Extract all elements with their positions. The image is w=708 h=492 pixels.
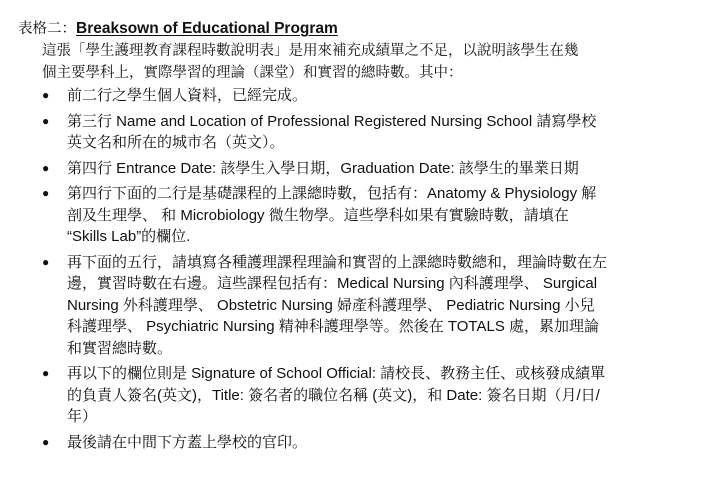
list-item-text: 邊，實習時數在右邊。這些課程包括有：Medical Nursing 內科護理學、 Surgical (67, 275, 598, 292)
list-item (18, 363, 693, 428)
list-item-text: 英文名和所在的城市名（英文）。 (67, 134, 285, 151)
list-item-text: 最後請在中間下方蓋上學校的官印。 (67, 433, 308, 451)
list-item-text: “Skills Lab”的欄位. (67, 228, 191, 245)
bullet-icon: ● (42, 254, 50, 269)
intro-paragraph (42, 40, 688, 84)
bullet-icon: ● (42, 434, 50, 449)
list-item-text: Nursing 外科護理學、 Obstetric Nursing 婦產科護理學、 Pediatric Nursing 小兒 (67, 296, 595, 314)
list-item-text: 再下面的五行，請填寫各種護理課程理論和實習的上課總時數總和，理論時數在左 (67, 253, 608, 271)
list-item-text: 再以下的欄位則是 Signature of School Official: 請校長、教務主任、或核發成績單 (67, 365, 606, 382)
section-heading (18, 18, 688, 40)
list-item-text: 年） (67, 408, 98, 425)
list-item-text: 和實習總時數。 (67, 339, 173, 357)
bullet-icon: ● (42, 366, 50, 380)
list-item-text: 的負責人簽名(英文)，Title: 簽名者的職位名稱 (英文)，和 Date: 簽名日期（月/日/ (67, 386, 600, 404)
instruction-list (18, 85, 688, 453)
list-item (18, 252, 693, 360)
list-item (18, 183, 693, 248)
list-item-text: 第四行下面的二行是基礎課程的上課總時數，包括有：Anatomy & Physiology 解 (67, 185, 597, 202)
heading-prefix: 表格二： (18, 21, 76, 37)
bullet-icon: ● (42, 113, 50, 128)
bullet-icon: ● (42, 186, 50, 200)
intro-line: 這張「學生護理教育課程時數說明表」是用來補充成績單之不足，以說明該學生在幾 (42, 43, 579, 59)
heading-title: Breaksown of Educational Program (76, 20, 338, 37)
list-item-text: 科護理學、 Psychiatric Nursing 精神科護理學等。然後在 TOTALS 處，累加理論 (67, 318, 600, 335)
list-item (18, 158, 693, 180)
list-item-text: 剖及生理學、 和 Microbiology 微生物學。這些學科如果有實驗時數，請填在 (67, 206, 569, 224)
list-item (18, 432, 693, 454)
list-item-text: 前二行之學生個人資料，已經完成。 (67, 87, 308, 104)
intro-line: 個主要學科上，實際學習的理論（課堂）和實習的總時數。其中： (42, 65, 463, 81)
list-item-text: 第三行 Name and Location of Professional Registered Nursing School 請寫學校 (67, 112, 597, 130)
bullet-icon: ● (42, 88, 50, 102)
list-item-text: 第四行 Entrance Date: 該學生入學日期，Graduation Date: 該學生的畢業日期 (67, 159, 579, 177)
bullet-icon: ● (42, 160, 50, 175)
list-item (18, 111, 693, 154)
list-item (18, 85, 693, 107)
